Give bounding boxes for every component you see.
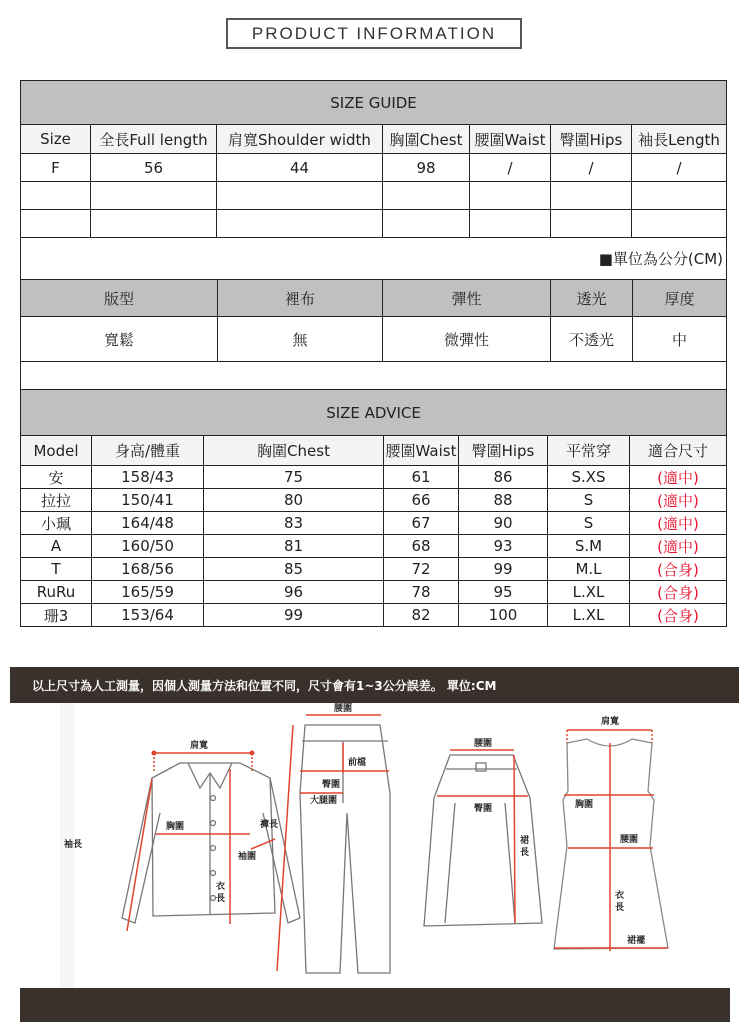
column-header: 臀圍Hips [459, 436, 548, 466]
table-cell [470, 182, 551, 210]
table-row [21, 581, 727, 604]
waist: 82 [384, 604, 459, 627]
label-hip: 臀圍 [474, 804, 493, 814]
table-cell [383, 210, 470, 238]
table-cell [632, 210, 727, 238]
model-name: RuRu [21, 581, 92, 604]
label-chest: 胸圍 [166, 822, 185, 832]
table-cell [632, 182, 727, 210]
chest: 99 [204, 604, 384, 627]
fit-result: (適中) [630, 535, 727, 558]
fabric-value-thickness: 中 [633, 317, 727, 362]
height-weight: 150/41 [92, 489, 204, 512]
chest: 96 [204, 581, 384, 604]
waist: 67 [384, 512, 459, 535]
table-cell [551, 210, 632, 238]
fabric-value-lining: 無 [218, 317, 383, 362]
usual-size: L.XL [548, 604, 630, 627]
waist: 61 [384, 466, 459, 489]
label-length: 長 [520, 848, 530, 858]
label-waist: 腰圍 [620, 835, 639, 845]
chest: 81 [204, 535, 384, 558]
label-thigh: 大腿圍 [310, 796, 338, 806]
chest: 85 [204, 558, 384, 581]
label-length: 長 [216, 894, 226, 904]
label-length: 裙 [520, 836, 530, 846]
column-header: 臀圍Hips [551, 125, 632, 154]
label-rise: 前檔 [348, 758, 367, 768]
model-name: T [21, 558, 92, 581]
table-cell [470, 210, 551, 238]
table-row [21, 558, 727, 581]
waist: 78 [384, 581, 459, 604]
label-length: 褲長 [260, 820, 279, 830]
table-row [21, 182, 727, 210]
footer-band [20, 988, 730, 1022]
hips: 86 [459, 466, 548, 489]
height-weight: 168/56 [92, 558, 204, 581]
dress-diagram-icon [554, 739, 668, 949]
table-cell [217, 182, 383, 210]
fabric-header-lining: 裡布 [218, 280, 383, 317]
column-header: 身高/體重 [92, 436, 204, 466]
model-name: 安 [21, 466, 92, 489]
measurement-note: 以上尺寸為人工測量，因個人測量方法和位置不同，尺寸會有1~3公分誤差。 單位:CM [32, 678, 497, 693]
height-weight: 164/48 [92, 512, 204, 535]
column-header: 適合尺寸 [630, 436, 727, 466]
fit-result: (合身) [630, 581, 727, 604]
label-hip: 臀圍 [322, 780, 341, 790]
size-advice-table [20, 389, 727, 627]
fabric-value-stretch: 微彈性 [383, 317, 551, 362]
label-shoulder: 肩寬 [601, 717, 620, 727]
column-header: 袖長Length [632, 125, 727, 154]
usual-size: S.M [548, 535, 630, 558]
fit-result: (適中) [630, 489, 727, 512]
table-row [21, 535, 727, 558]
table-cell [21, 182, 91, 210]
table-cell [91, 182, 217, 210]
hips: 93 [459, 535, 548, 558]
fit-result: (適中) [630, 512, 727, 535]
table-cell: 98 [383, 154, 470, 182]
table-row [21, 489, 727, 512]
column-header: 胸圍Chest [383, 125, 470, 154]
column-header: 腰圍Waist [384, 436, 459, 466]
table-cell [21, 210, 91, 238]
page-title: PRODUCT INFORMATION [226, 18, 522, 49]
height-weight: 160/50 [92, 535, 204, 558]
height-weight: 165/59 [92, 581, 204, 604]
usual-size: L.XL [548, 581, 630, 604]
hips: 88 [459, 489, 548, 512]
unit-note: ■單位為公分(CM) [21, 238, 727, 280]
fabric-table [20, 279, 727, 390]
fabric-value-fit: 寬鬆 [21, 317, 218, 362]
column-header: 胸圍Chest [204, 436, 384, 466]
fit-result: (合身) [630, 604, 727, 627]
model-name: A [21, 535, 92, 558]
table-cell [383, 182, 470, 210]
table-cell [217, 210, 383, 238]
size-guide-title: SIZE GUIDE [21, 81, 727, 125]
hips: 95 [459, 581, 548, 604]
label-length: 衣 [615, 891, 625, 901]
fabric-header-sheer: 透光 [551, 280, 633, 317]
label-shoulder: 肩寬 [190, 741, 209, 751]
label-sleeve-length: 袖長 [64, 840, 83, 850]
size-guide-table [20, 80, 727, 280]
chest: 83 [204, 512, 384, 535]
table-row [21, 512, 727, 535]
label-chest: 胸圍 [575, 800, 594, 810]
usual-size: M.L [548, 558, 630, 581]
fabric-header-fit: 版型 [21, 280, 218, 317]
fabric-header-stretch: 彈性 [383, 280, 551, 317]
column-header: 平常穿 [548, 436, 630, 466]
table-cell [551, 182, 632, 210]
spacer-row [21, 362, 727, 390]
hips: 100 [459, 604, 548, 627]
chest: 75 [204, 466, 384, 489]
fabric-value-sheer: 不透光 [551, 317, 633, 362]
table-cell: 56 [91, 154, 217, 182]
table-cell [91, 210, 217, 238]
chest: 80 [204, 489, 384, 512]
table-row [21, 466, 727, 489]
label-hem: 裙襬 [627, 936, 646, 946]
usual-size: S [548, 489, 630, 512]
pants-diagram-icon [300, 725, 390, 973]
column-header: Model [21, 436, 92, 466]
measurement-note-band [10, 667, 739, 703]
measurement-diagram [60, 703, 740, 988]
table-cell: F [21, 154, 91, 182]
waist: 68 [384, 535, 459, 558]
waist: 72 [384, 558, 459, 581]
model-name: 拉拉 [21, 489, 92, 512]
model-name: 小珮 [21, 512, 92, 535]
table-cell: / [632, 154, 727, 182]
table-row [21, 210, 727, 238]
fit-result: (合身) [630, 558, 727, 581]
usual-size: S.XS [548, 466, 630, 489]
label-waist: 腰圍 [474, 739, 493, 749]
fabric-header-thickness: 厚度 [633, 280, 727, 317]
table-cell: / [551, 154, 632, 182]
height-weight: 158/43 [92, 466, 204, 489]
label-waist: 腰圍 [334, 704, 353, 714]
column-header: 肩寬Shoulder width [217, 125, 383, 154]
table-cell: 44 [217, 154, 383, 182]
table-cell: / [470, 154, 551, 182]
usual-size: S [548, 512, 630, 535]
height-weight: 153/64 [92, 604, 204, 627]
model-name: 珊3 [21, 604, 92, 627]
fit-result: (適中) [630, 466, 727, 489]
size-advice-title: SIZE ADVICE [21, 390, 727, 436]
label-cuff: 袖圍 [238, 852, 257, 862]
column-header: 全長Full length [91, 125, 217, 154]
label-length: 衣 [216, 882, 226, 892]
waist: 66 [384, 489, 459, 512]
table-row [21, 154, 727, 182]
column-header: Size [21, 125, 91, 154]
hips: 99 [459, 558, 548, 581]
label-length: 長 [615, 903, 625, 913]
hips: 90 [459, 512, 548, 535]
column-header: 腰圍Waist [470, 125, 551, 154]
table-row [21, 604, 727, 627]
shirt-diagram-icon [122, 763, 300, 923]
